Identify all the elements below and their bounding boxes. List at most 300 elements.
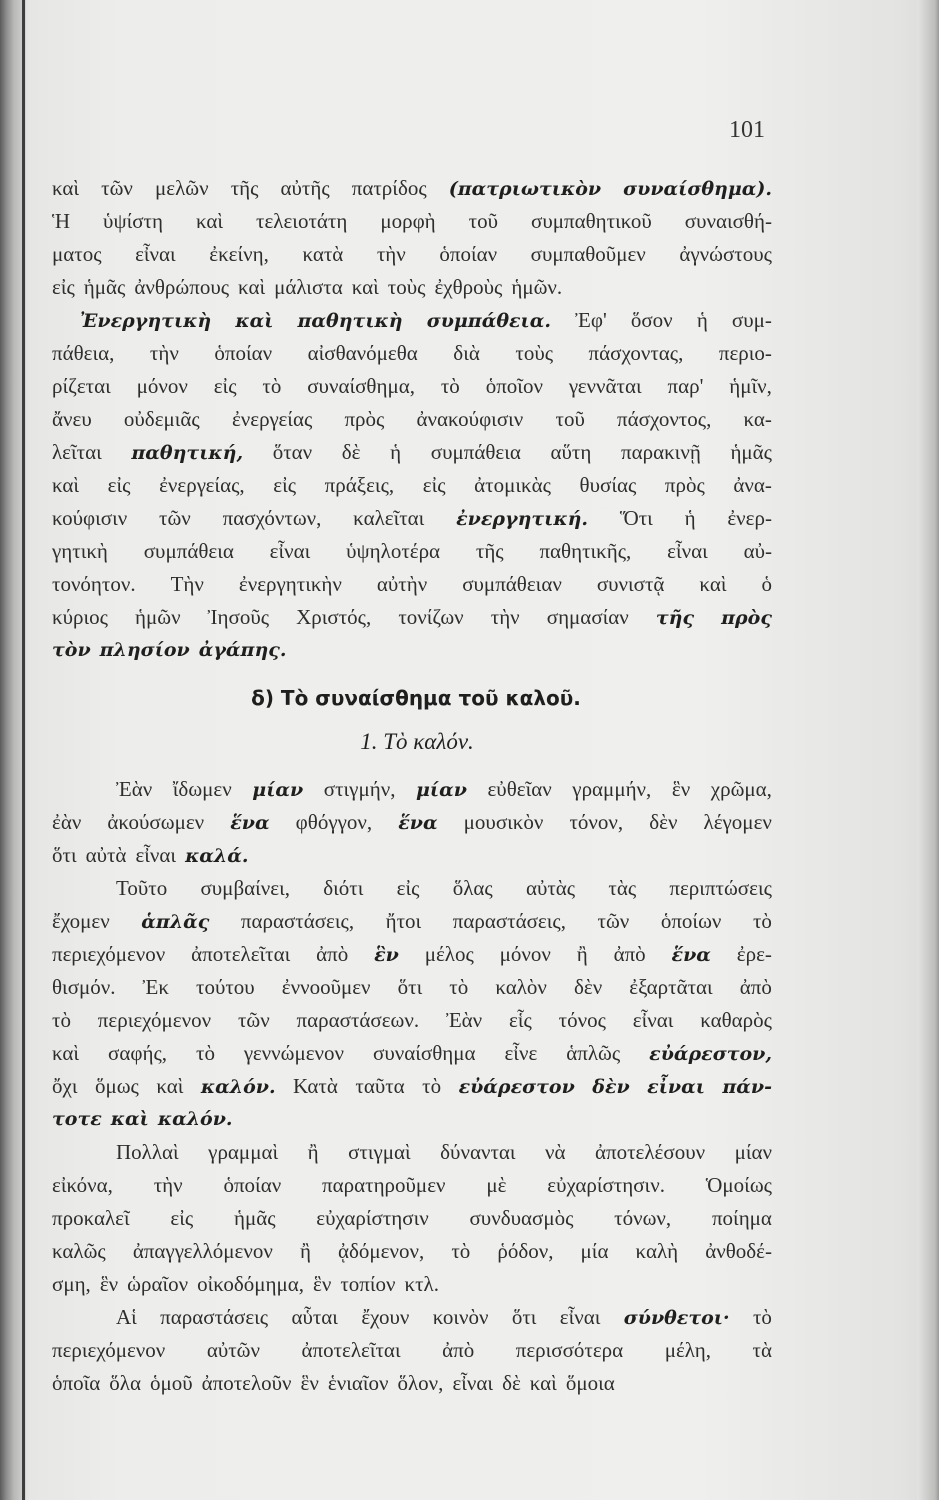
text-line [52,1334,772,1367]
word: τόνων, [614,1206,672,1230]
emphasized-word: παθητική, [131,442,244,464]
word: ὄχι [52,1074,78,1098]
word: τὸ [440,374,460,398]
text-line [52,1301,772,1334]
word: ἐννοοῦμεν [281,975,371,999]
emphasized-word: ἕνα [398,812,438,834]
word: ῥόδον, [497,1239,554,1263]
word: μορφὴ [380,209,436,233]
emphasized-word: εἶναι [647,1076,705,1098]
text-line [52,469,772,502]
word: εἶναι [135,843,177,867]
word: Τὴν [170,572,204,596]
word: εἰς [107,473,131,497]
word: ὁποίαν [439,242,498,266]
word: τῶν [237,1008,270,1032]
word: καὶ [238,275,266,299]
word: ὅλας [452,876,493,900]
word: Ἡ [52,209,71,233]
word: αὐτῆς [280,176,330,200]
text-line [52,839,772,872]
word: αὐτὰ [85,843,127,867]
word: τῶν [597,909,630,933]
word: πάσχοντος, [617,407,712,431]
word: διότι [323,876,364,900]
word: ὑψίστη [103,209,163,233]
word: δύνανται [440,1140,516,1164]
text-line [52,205,772,238]
word: ἡμῶν. [511,275,563,299]
word: εἰς [273,473,297,497]
word: αὐ- [743,539,772,563]
word: κα- [743,407,772,431]
word: εἰς [422,473,446,497]
word: εἰς [170,1206,194,1230]
word: εἷς [509,1008,532,1032]
word: στιγμαὶ [348,1140,411,1164]
word: Ὅτι [619,506,653,530]
word: ἢ [576,942,588,966]
word: πρὸς [344,407,385,431]
word: καὶ [52,1041,80,1065]
emphasized-word: ἁπλᾶς [141,911,210,933]
word: ἐνεργείας, [159,473,245,497]
word: ὁποίαν [214,341,273,365]
word: καὶ [52,176,80,200]
word: ταῦτα [355,1074,405,1098]
word: τοπίον [340,1272,396,1296]
page-right-edge-shadow [917,0,939,1500]
word: τὴν [153,1173,183,1197]
section-heading: δ) Τὸ συναίσθημα τοῦ καλοῦ. [251,686,581,710]
text-line [52,1367,772,1400]
text-line [52,1037,772,1070]
word: ἡμῖν, [729,374,772,398]
word: πάσχοντας, [588,341,684,365]
word: ἤτοι [385,909,422,933]
word: τόνος [558,1008,606,1032]
word: ἀποτελεῖται [191,942,291,966]
word: περισσότερα [515,1338,624,1362]
emphasized-word: πρὸς [721,607,772,629]
word: μέλος [424,942,474,966]
word: εἶναι [632,1008,674,1032]
word: τοῦ [468,209,499,233]
word: εἶναι [667,539,708,563]
word: συναίσθημα [373,1041,476,1065]
word: διὰ [453,341,480,365]
word: περιεχόμενον [52,1338,166,1362]
word: ὅλον, [397,1371,444,1395]
word: εἰκόνα, [52,1173,113,1197]
word: τελειοτάτη [256,209,348,233]
word: ἐξαρτᾶται [629,975,713,999]
word: χρῶμα, [710,777,772,801]
word: Ἐφ' [575,308,607,332]
word: Πολλαὶ [116,1140,179,1164]
word: παραστάσεις [160,1305,269,1329]
word: θυσίας [579,473,637,497]
word: καθαρὸς [700,1008,772,1032]
word: καὶ [52,473,80,497]
word: τὸ [752,909,772,933]
word: συνδυασμὸς [469,1206,574,1230]
word: ὑψηλοτέρα [346,539,441,563]
word: τῶν [101,176,133,200]
word: τὸ [422,1074,442,1098]
word: συναίσθημα, [307,374,415,398]
word: ἡ [684,506,696,530]
emphasized-word: καὶ [235,310,274,332]
word: τὰς [608,876,637,900]
word: λέγομεν [703,810,772,834]
word: ἐὰν [52,810,82,834]
text-line [52,568,772,601]
text-line [52,1202,772,1235]
word: καὶ [699,572,727,596]
word: τοὺς [387,275,426,299]
word: ὁμοῦ [149,1371,193,1395]
word: μία [580,1239,609,1263]
word: παραστάσεων. [296,1008,420,1032]
word: ἡμᾶς [83,275,126,299]
word: Τοῦτο [116,876,168,900]
word: πάθεια, [52,341,115,365]
word: εὐθεῖαν [487,777,552,801]
word: λεῖται [52,440,102,464]
text-line [52,238,772,271]
word: ὅτι [511,1305,537,1329]
word: ρίζεται [52,374,111,398]
word: αὗται [291,1305,338,1329]
word: Ἰησοῦς [207,605,270,629]
emphasized-word: μίαν [252,779,304,801]
word: ἁπλῶς [566,1041,621,1065]
text-line [52,601,772,634]
word: τῶν [159,506,191,530]
word: τὸ [752,1305,772,1329]
text-line [52,806,772,839]
word: τὴν [490,605,520,629]
emphasized-word: πλησίον [99,639,190,661]
word: ἓν [99,1272,119,1296]
emphasized-word: καὶ [110,1108,149,1130]
word: τῆς [230,176,259,200]
word: πασχόντων, [222,506,322,530]
text-line [52,971,772,1004]
text-line [52,502,772,535]
word: δὲ [502,1371,521,1395]
word: ποίημα [711,1206,772,1230]
word: ἄνευ [52,407,92,431]
text-line [52,1268,772,1301]
word: κοινὸν [432,1305,489,1329]
word: ἀποτελοῦν [201,1371,292,1395]
word: μελῶν [155,176,209,200]
word: συμ- [731,308,772,332]
word: προκαλεῖ [52,1206,130,1230]
word: καλὴ [635,1239,679,1263]
word: ἐκείνη, [209,242,269,266]
spacer [52,763,772,773]
word: ἡμᾶς [730,440,772,464]
paragraph [52,872,772,1136]
word: ἀπαγγελλόμενον [132,1239,273,1263]
subsection-heading: 1. Τὸ καλόν. [360,729,474,754]
word: τὰ [752,1338,772,1362]
word: δὲν [649,810,678,834]
emphasized-word: ἐνεργητική. [456,508,589,530]
word: πατρίδος [351,176,427,200]
word: παραστάσεις, [452,909,566,933]
text-line [52,634,772,667]
word: τονίζων [398,605,464,629]
emphasized-word: τὸν [52,639,91,661]
word: ὅμοια [565,1371,615,1395]
word: γεννώμενον [243,1041,345,1065]
emphasized-word: εὐάρεστον, [649,1043,772,1065]
word: γραμμαὶ [208,1140,279,1164]
word: περιεχόμενον [52,942,166,966]
word: γητικὴ [52,539,108,563]
word: κτλ. [404,1272,439,1296]
emphasized-word: καλόν. [157,1108,233,1130]
emphasized-word: τῆς [655,607,695,629]
word: αὐτὰς [525,876,576,900]
paragraph [52,1136,772,1301]
word: γραμμήν, [572,777,652,801]
word: καὶ [195,209,224,233]
emphasized-word: δὲν [592,1076,630,1098]
word: εἶναι [452,1371,494,1395]
word: ἑνιαῖον [327,1371,389,1395]
word: ἐνερ- [727,506,772,530]
word: ἀγνώστους [679,242,772,266]
text-line [52,1136,772,1169]
word: εἰς [396,876,420,900]
word: δὲ [341,440,361,464]
word: τούτου [196,975,255,999]
word: ἔχομεν [52,909,110,933]
text-line [52,905,772,938]
emphasized-word: καλόν. [200,1076,276,1098]
word: συνιστᾷ [596,572,665,596]
word: τόνον, [569,810,624,834]
word: ὅσον [630,308,673,332]
emphasized-word: μίαν [416,779,467,801]
body-text [52,172,772,1400]
word: παρατηροῦμεν [322,1173,446,1197]
word: συμπάθεια [143,539,234,563]
word: ἀνθρώπους [134,275,230,299]
text-line [52,872,772,905]
word: συναισθή- [684,209,772,233]
word: συμπαθοῦμεν [530,242,646,266]
word: τὸ [451,1239,471,1263]
word: ᾀδόμενον, [338,1239,425,1263]
word: τὸ [449,975,469,999]
emphasized-word: συμπάθεια. [426,310,551,332]
word: μόνον [136,374,188,398]
word: αὕτη [550,440,592,464]
word: τονόητον. [52,572,136,596]
word: Ὁμοίως [705,1173,772,1197]
text-line [52,1235,772,1268]
word: εἶναι [135,242,176,266]
word: ὁποίαν [223,1173,282,1197]
word: εἰς [213,374,237,398]
word: Χριστός, [296,605,372,629]
word: ἀνακούφισιν [416,407,524,431]
word: μάλιστα [274,275,343,299]
word: ἡμᾶς [233,1206,276,1230]
emphasized-word: εὐάρεστον [458,1076,575,1098]
text-line [52,403,772,436]
word: ἀπὸ [613,942,646,966]
emphasized-word: ἕνα [230,812,270,834]
emphasized-word: σύνθετοι· [623,1307,730,1329]
emphasized-word: καλά. [185,845,249,867]
word: Κατὰ [293,1074,338,1098]
word: ὁποίων [660,909,722,933]
word: ὅταν [272,440,313,464]
word: ὁ [761,572,772,596]
word: καλὸν [495,975,547,999]
word: ἀποτελέσουν [595,1140,706,1164]
word: ἐνεργείας [231,407,313,431]
word: ἐνεργητικὴν [238,572,342,596]
word: εἰς [52,275,75,299]
emphasized-word: πάν- [722,1076,772,1098]
word: κατὰ [302,242,344,266]
emphasized-word: Ἐνεργητικὴ [80,310,212,332]
word: ἀπὸ [442,1338,475,1362]
word: κούφισιν [52,506,128,530]
word: αἰσθανόμεθα [307,341,418,365]
word: ὁποῖα [52,1371,101,1395]
text-section-after [52,773,772,1400]
emphasized-word: ἀγάπης. [198,639,287,661]
word: τοῦ [555,407,585,431]
word: τὸ [196,1041,215,1065]
word: ἢ [307,1140,319,1164]
paragraph [52,304,772,667]
word: δὲν [573,975,603,999]
word: συμπαθητικοῦ [531,209,652,233]
word: παρακινῇ [621,440,701,464]
word: περιπτώσεις [669,876,772,900]
word: αὐτῶν [206,1338,260,1362]
emphasized-word: (πατριωτικὸν [448,178,602,200]
word: καὶ [156,1074,184,1098]
word: παρ' [667,374,704,398]
emphasized-word: ἕνα [671,944,711,966]
text-line [52,1103,772,1136]
word: μόνον [499,942,551,966]
word: οὐδεμιᾶς [123,407,200,431]
word: Ἐὰν [445,1008,483,1032]
word: ἐχθροὺς [434,275,503,299]
word: γεννᾶται [568,374,642,398]
word: Ἐὰν [116,777,153,801]
text-line [52,938,772,971]
text-line [52,1004,772,1037]
word: νὰ [545,1140,566,1164]
word: ὅτι [397,975,423,999]
word: παραστάσεις, [240,909,355,933]
word: ἢ [299,1239,311,1263]
word: ὅλα [109,1371,141,1395]
word: εἶνε [504,1041,538,1065]
text-line [52,304,772,337]
word: ἀποτελεῖται [301,1338,401,1362]
paragraph [52,773,772,872]
word: Αἱ [116,1305,137,1329]
word: τὸ [52,1008,71,1032]
text-line [52,1070,772,1103]
word: μὲ [486,1173,507,1197]
word: κύριος [52,605,108,629]
word: ἔχουν [361,1305,410,1329]
word: ἀπὸ [739,975,772,999]
word: μίαν [734,1140,772,1164]
word: ἀνα- [733,473,772,497]
word: πράξεις, [324,473,395,497]
word: συμπάθειαν [462,572,562,596]
text-line [52,271,772,304]
word: περιο- [718,341,772,365]
word: σαφής, [108,1041,168,1065]
text-line [52,436,772,469]
word: θισμόν. [52,975,116,999]
word: τὴν [376,242,406,266]
word: εἶναι [269,539,311,563]
word: τὴν [149,341,179,365]
emphasized-word: συναίσθημα). [623,178,772,200]
word: στιγμήν, [323,777,396,801]
text-line [52,370,772,403]
word: ὅμως [94,1074,139,1098]
word: εὐχαρίστησιν. [547,1173,665,1197]
text-section-before [52,172,772,667]
word: τῆς [475,539,504,563]
word: ἴδωμεν [172,777,232,801]
binding-edge-line [22,0,25,1500]
text-line [52,172,772,205]
word: καλεῖται [353,506,425,530]
paragraph [52,172,772,304]
word: ὡραῖον [127,1272,189,1296]
word: καλῶς [52,1239,106,1263]
word: ἓν [671,777,691,801]
word: ἐρε- [736,942,772,966]
word: ἀπὸ [316,942,349,966]
word: παθητικῆς, [539,539,632,563]
emphasized-word: ἓν [374,944,399,966]
word: φθόγγον, [295,810,373,834]
word: μέλη, [664,1338,711,1362]
word: ἡμῶν [135,605,181,629]
word: αὐτὴν [376,572,428,596]
page-number: 101 [729,117,765,143]
word: σμη, [52,1272,91,1296]
word: περιεχόμενον [97,1008,212,1032]
word: συμβαίνει, [200,876,290,900]
word: μουσικὸν [463,810,544,834]
paragraph [52,1301,772,1400]
word: ὅτι [52,843,77,867]
word: καὶ [529,1371,557,1395]
